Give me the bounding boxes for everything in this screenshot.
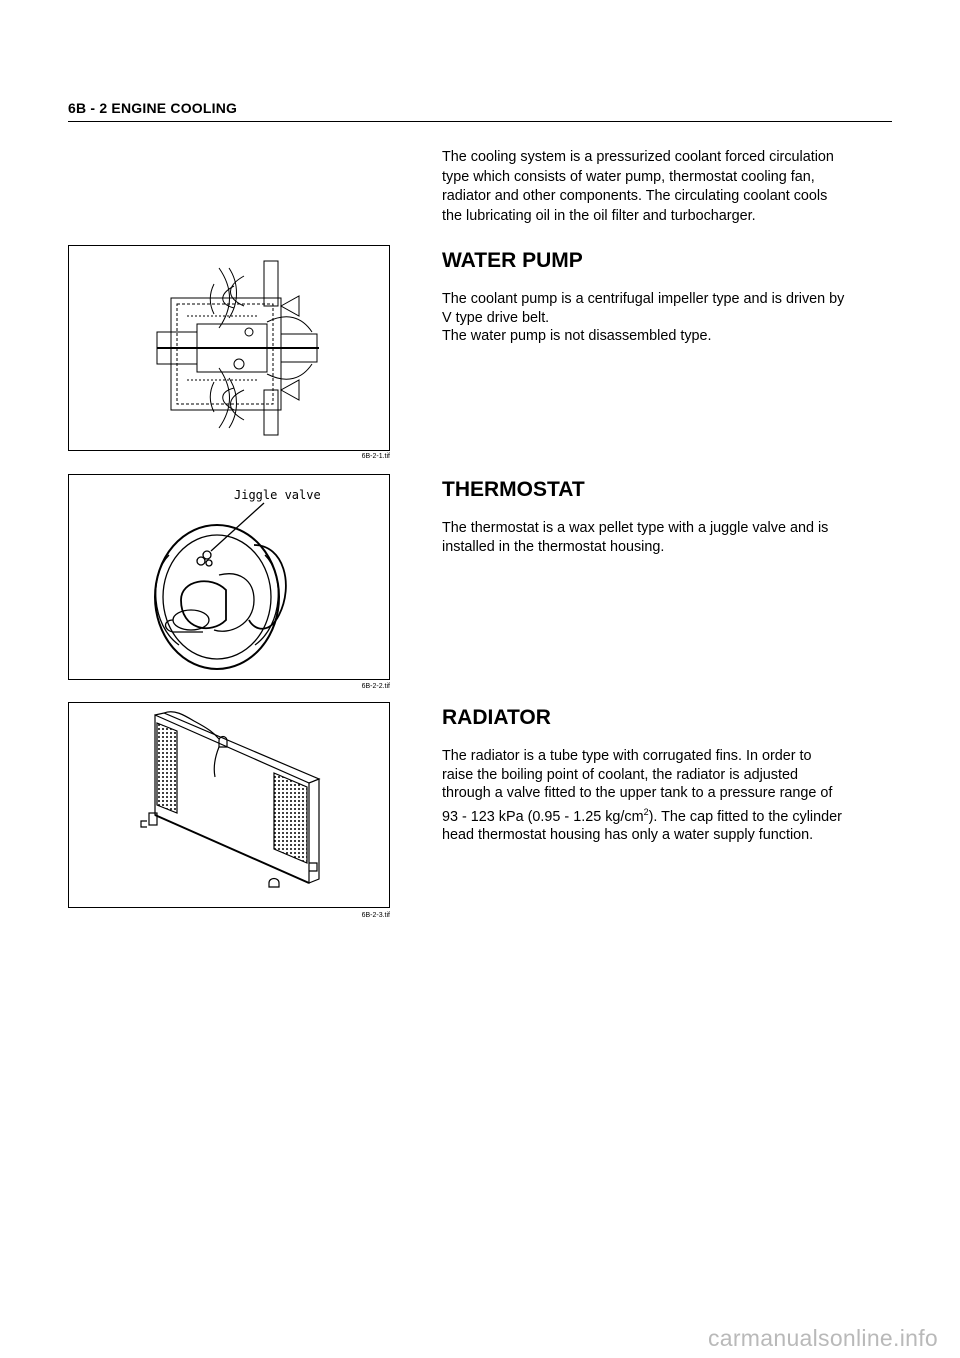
thermostat-illustration (69, 475, 389, 679)
section-heading-thermostat: THERMOSTAT (442, 478, 585, 501)
pressure-superscript: 2 (643, 806, 649, 817)
water-pump-line: V type drive belt. (442, 309, 550, 326)
intro-paragraph (442, 148, 892, 226)
thermostat-figure (68, 474, 390, 680)
intro-line: The cooling system is a pressurized coolant forced circulation (442, 149, 834, 165)
water-pump-figure (68, 245, 390, 451)
radiator-illustration (69, 703, 389, 907)
radiator-line: raise the boiling point of coolant, the radiator is adjusted (442, 766, 798, 783)
radiator-line: The radiator is a tube type with corrugated fins. In order to (442, 748, 812, 764)
header-divider (68, 121, 892, 122)
radiator-pressure-line (442, 803, 894, 826)
watermark: carmanualsonline.info (707, 1325, 938, 1351)
pressure-text-post: ). The cap fitted to the cylinder (648, 808, 842, 825)
intro-line: type which consists of water pump, thermostat cooling fan, (442, 168, 815, 185)
figure-caption: 6B-2-1.tif (361, 453, 390, 460)
water-pump-illustration (69, 246, 389, 450)
radiator-figure (68, 702, 390, 908)
water-pump-line: The water pump is not disassembled type. (442, 328, 712, 344)
page-header-title: 6B - 2 ENGINE COOLING (68, 100, 238, 116)
thermostat-line: installed in the thermostat housing. (442, 538, 665, 555)
jiggle-valve-label: Jiggle valve (234, 488, 321, 502)
figure-caption: 6B-2-3.tif (361, 912, 390, 919)
radiator-line: through a valve fitted to the upper tank to a pressure range of (442, 785, 833, 801)
figure-caption: 6B-2-2.tif (361, 683, 390, 690)
thermostat-text (442, 519, 894, 556)
section-heading-water-pump: WATER PUMP (442, 249, 583, 272)
radiator-line: head thermostat housing has only a water supply function. (442, 826, 814, 843)
intro-line: the lubricating oil in the oil filter and turbocharger. (442, 207, 756, 224)
water-pump-line: The coolant pump is a centrifugal impeller type and is driven by (442, 291, 845, 307)
section-heading-radiator: RADIATOR (442, 706, 551, 729)
thermostat-line: The thermostat is a wax pellet type with a juggle valve and is (442, 520, 829, 536)
water-pump-text (442, 290, 894, 346)
radiator-text (442, 747, 894, 844)
intro-line: radiator and other components. The circulating coolant cools (442, 188, 828, 204)
pressure-text-pre: 93 - 123 kPa (0.95 - 1.25 kg/cm (442, 808, 644, 825)
